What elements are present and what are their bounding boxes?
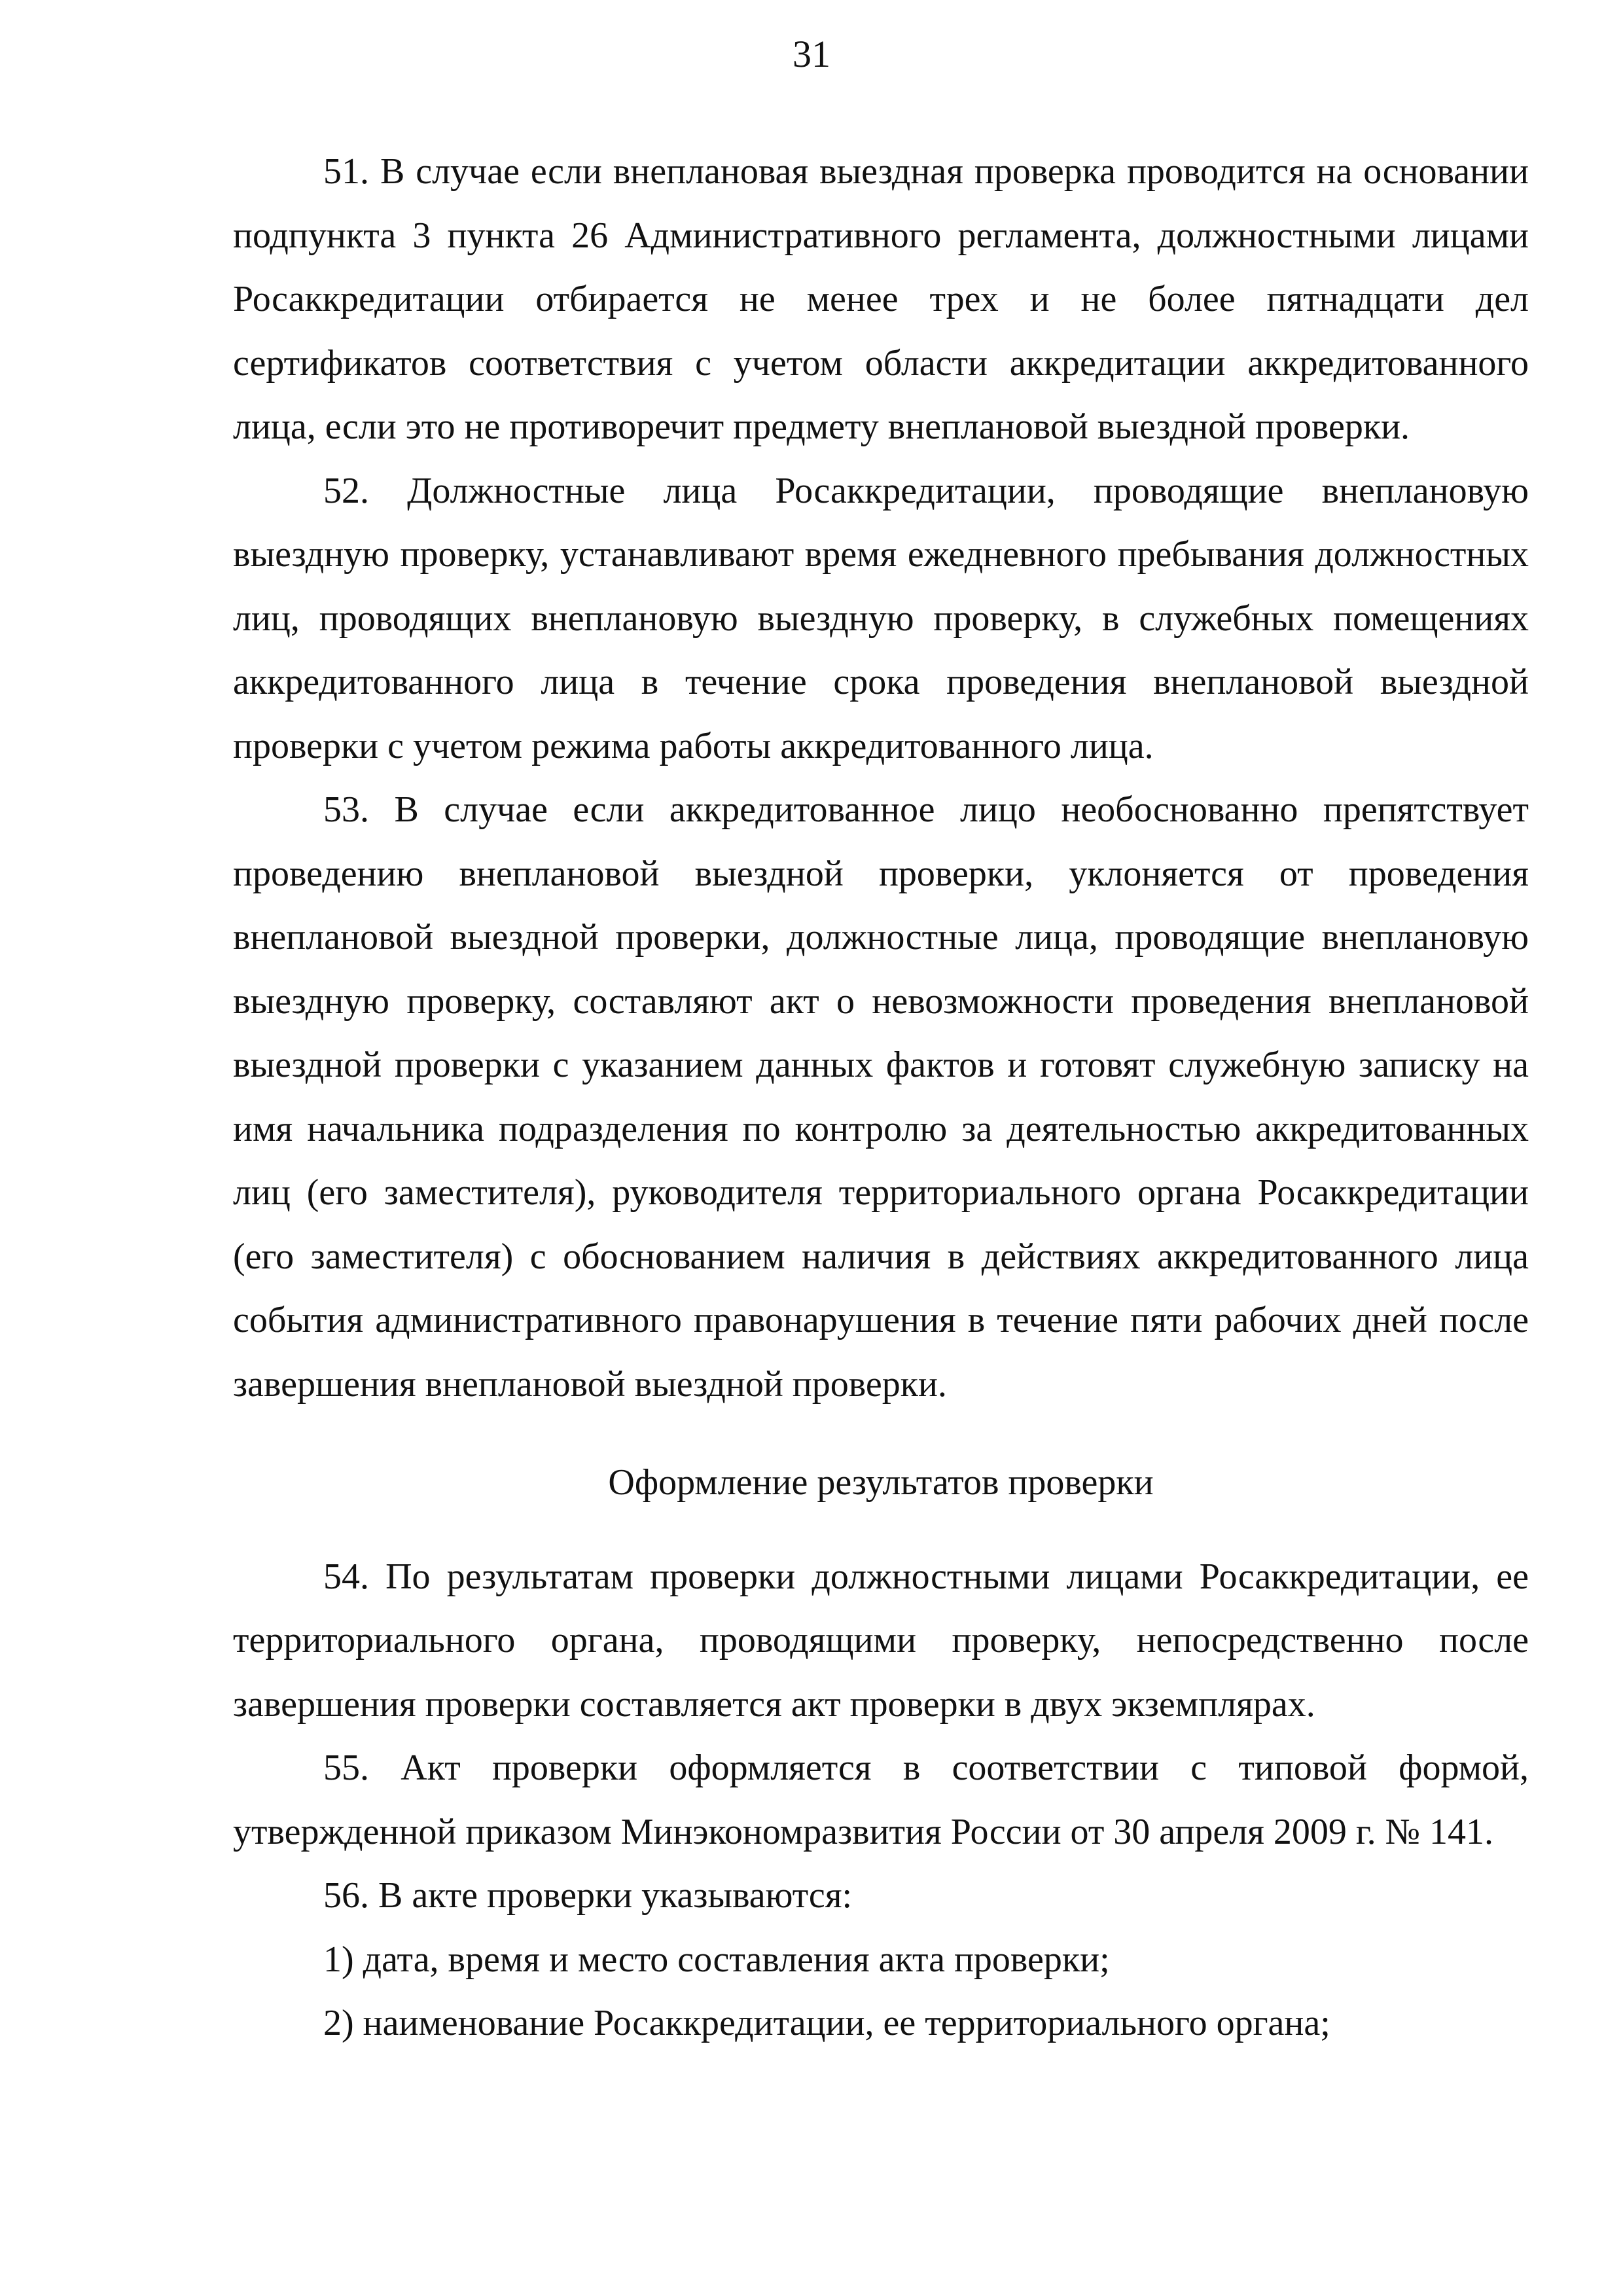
section-heading: Оформление результатов проверки: [608, 1462, 1154, 1503]
list-item-1: 1) дата, время и место составления акта проверки;: [323, 1939, 1110, 1980]
paragraph-52: 52. Должностные лица Росаккредитации, проводящие внеплановую выездную проверку, устанавливают время ежедневного пребывания должностных лиц, проводящих внеплановую выездную проверку, в служебных помещениях аккредитованного лица в течение срока проведения внеплановой выездной проверки с учетом режима работы аккредитованного лица.: [233, 470, 1529, 766]
paragraph-55: 55. Акт проверки оформляется в соответствии с типовой формой, утвержденной приказом Минэкономразвития России от 30 апреля 2009 г. № 141.: [233, 1748, 1529, 1852]
paragraph-51: 51. В случае если внеплановая выездная проверка проводится на основании подпункта 3 пункта 26 Административного регламента, должностными лицами Росаккредитации отбирается не менее трех и не более пятнадцати дел сертификатов соответствия с учетом области аккредитации аккредитованного лица, если это не противоречит предмету внеплановой выездной проверки.: [233, 151, 1529, 447]
list-item-2: 2) наименование Росаккредитации, ее территориального органа;: [323, 2003, 1330, 2043]
paragraph-53: 53. В случае если аккредитованное лицо необоснованно препятствует проведению внеплановой выездной проверки, уклоняется от проведения внеплановой выездной проверки, должностные лица, проводящие внеплановую выездную проверку, составляют акт о невозможности проведения внеплановой выездной проверки с указанием данных фактов и готовят служебную записку на имя начальника подразделения по контролю за деятельностью аккредитованных лиц (его заместителя), руководителя территориального органа Росаккредитации (его заместителя) с обоснованием наличия в действиях аккредитованного лица события административного правонарушения в течение пяти рабочих дней после завершения внеплановой выездной проверки.: [233, 789, 1529, 1405]
page-number: 31: [793, 33, 830, 75]
paragraph-54: 54. По результатам проверки должностными лицами Росаккредитации, ее территориального органа, проводящими проверку, непосредственно после завершения проверки составляется акт проверки в двух экземплярах.: [233, 1556, 1529, 1725]
paragraph-56: 56. В акте проверки указываются:: [323, 1875, 853, 1916]
document-body: [233, 140, 1529, 2056]
